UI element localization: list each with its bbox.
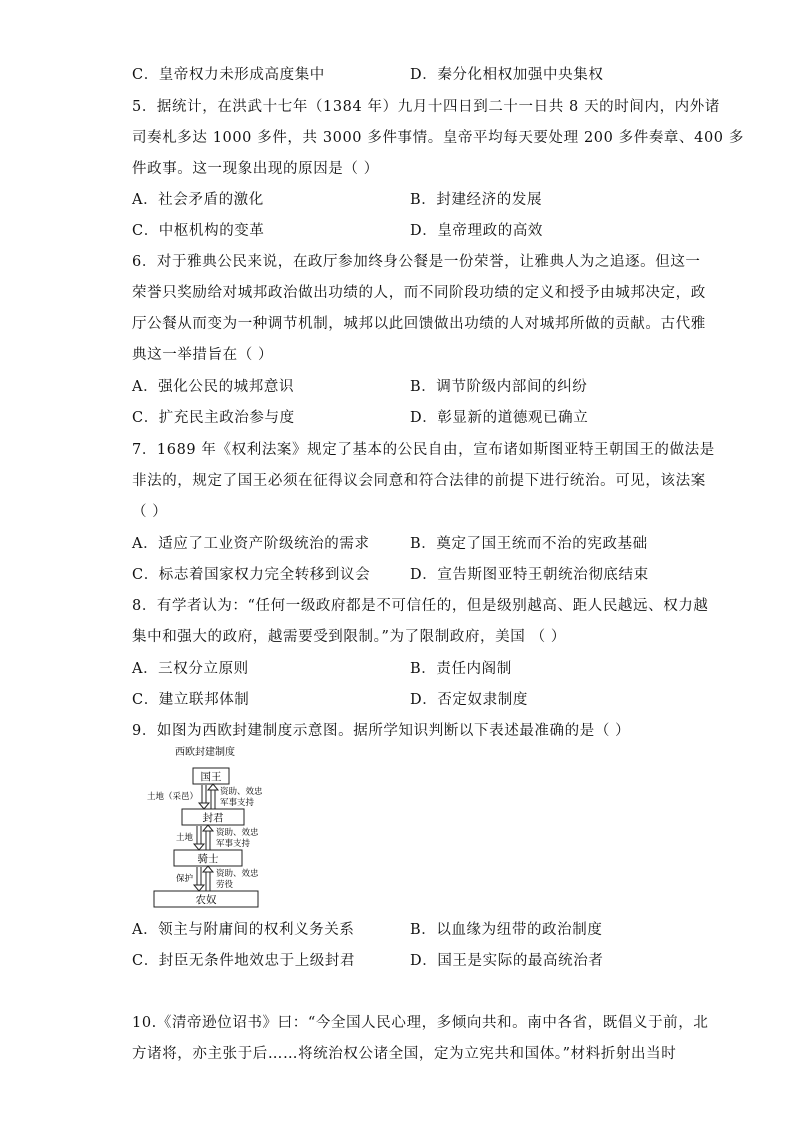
q4-option-d: D．秦分化相权加强中央集权 (410, 67, 604, 83)
q7-text-line: 非法的，规定了国王必须在征得议会同意和符合法律的前提下进行统治。可见，该法案 (132, 473, 706, 489)
diagram-title: 西欧封建制度 (175, 747, 235, 758)
arrow-down-1 (199, 785, 209, 809)
q8-option-b: B．责任内阁制 (410, 661, 512, 677)
arrow-up-2 (203, 825, 213, 850)
up-label-1a: 资助、效忠 (220, 787, 263, 797)
q5-option-c: C．中枢机构的变革 (132, 223, 265, 239)
q5-option-d: D．皇帝理政的高效 (410, 223, 544, 239)
rank-label-king: 国王 (200, 771, 222, 783)
arrow-down-3 (194, 867, 204, 891)
q9-option-a: A．领主与附庸间的权利义务关系 (132, 922, 355, 938)
up-label-1b: 军事支持 (220, 798, 255, 808)
q5-text-line: 件政事。这一现象出现的原因是（ ） (132, 161, 379, 177)
up-label-3a: 资助、效忠 (216, 869, 259, 879)
q7-option-a: A．适应了工业资产阶级统治的需求 (132, 536, 370, 552)
up-label-3b: 劳役 (216, 880, 234, 890)
down-label-3: 保护 (175, 874, 193, 884)
q8-text-line: 集中和强大的政府，越需要受到限制。”为了限制政府，美国 （ ） (132, 629, 566, 645)
q6-option-a: A．强化公民的城邦意识 (132, 379, 295, 395)
arrow-down-2 (194, 826, 204, 850)
q9-text-line: 9．如图为西欧封建制度示意图。据所学知识判断以下表述最准确的是（ ） (132, 723, 631, 739)
q6-option-d: D．彰显新的道德观已确立 (410, 410, 589, 426)
q5-text-line: 5．据统计，在洪武十七年（1384 年）九月十四日到二十一日共 8 天的时间内，内外诸 (132, 99, 720, 115)
rank-label-knight: 骑士 (197, 853, 219, 865)
up-label-2b: 军事支持 (216, 839, 251, 849)
down-label-1: 土地（采邑） (146, 792, 198, 802)
q9-option-c: C．封臣无条件地效忠于上级封君 (132, 953, 356, 969)
q7-option-c: C．标志着国家权力完全转移到议会 (132, 567, 371, 583)
q9-option-d: D．国王是实际的最高统治者 (410, 953, 604, 969)
q6-option-c: C．扩充民主政治参与度 (132, 410, 295, 426)
q6-text-line: 厅公餐从而变为一种调节机制，城邦以此回馈做出功绩的人对城邦所做的贡献。古代雅 (132, 316, 706, 332)
q10-text-line: 10.《清帝逊位诏书》曰：“今全国人民心理，多倾向共和。南中各省，既倡义于前，北 (132, 1015, 709, 1031)
up-label-2a: 资助、效忠 (216, 828, 259, 838)
q8-option-a: A．三权分立原则 (132, 661, 249, 677)
q7-text-line: （ ） (132, 504, 168, 520)
rank-label-serf: 农奴 (195, 894, 217, 906)
q10-text-line: 方诸将，亦主张于后……将统治权公诸全国，定为立宪共和国体。”材料折射出当时 (132, 1046, 677, 1062)
q9-option-b: B．以血缘为纽带的政治制度 (410, 922, 603, 938)
q7-text-line: 7．1689 年《权利法案》规定了基本的公民自由，宣布诸如斯图亚特王朝国王的做法是 (132, 442, 715, 458)
q5-option-b: B．封建经济的发展 (410, 192, 543, 208)
down-label-2: 土地 (175, 833, 193, 843)
q8-option-d: D．否定奴隶制度 (410, 692, 528, 708)
q7-option-d: D．宣告斯图亚特王朝统治彻底结束 (410, 567, 649, 583)
q8-option-c: C．建立联邦体制 (132, 692, 250, 708)
arrow-up-1 (208, 784, 218, 809)
q6-text-line: 6．对于雅典公民来说，在政厅参加终身公餐是一份荣誉，让雅典人为之追逐。但这一 (132, 254, 701, 270)
q5-text-line: 司奏札多达 1000 多件，共 3000 多件事情。皇帝平均每天要处理 200 多件奏章、400 多 (132, 130, 744, 146)
q6-option-b: B．调节阶级内部间的纠纷 (410, 379, 588, 395)
feudal-system-diagram (130, 744, 280, 914)
arrow-up-3 (203, 866, 213, 891)
q6-text-line: 荣誉只奖励给对城邦政治做出功绩的人，而不同阶段功绩的定义和授予由城邦决定，政 (132, 285, 706, 301)
rank-label-lord: 封君 (202, 812, 224, 824)
q8-text-line: 8．有学者认为：“任何一级政府都是不可信任的，但是级别越高、距人民越远、权力越 (132, 598, 709, 614)
q7-option-b: B．奠定了国王统而不治的宪政基础 (410, 536, 648, 552)
q4-option-c: C．皇帝权力未形成高度集中 (132, 67, 325, 83)
q6-text-line: 典这一举措旨在（ ） (132, 347, 274, 363)
q5-option-a: A．社会矛盾的激化 (132, 192, 264, 208)
